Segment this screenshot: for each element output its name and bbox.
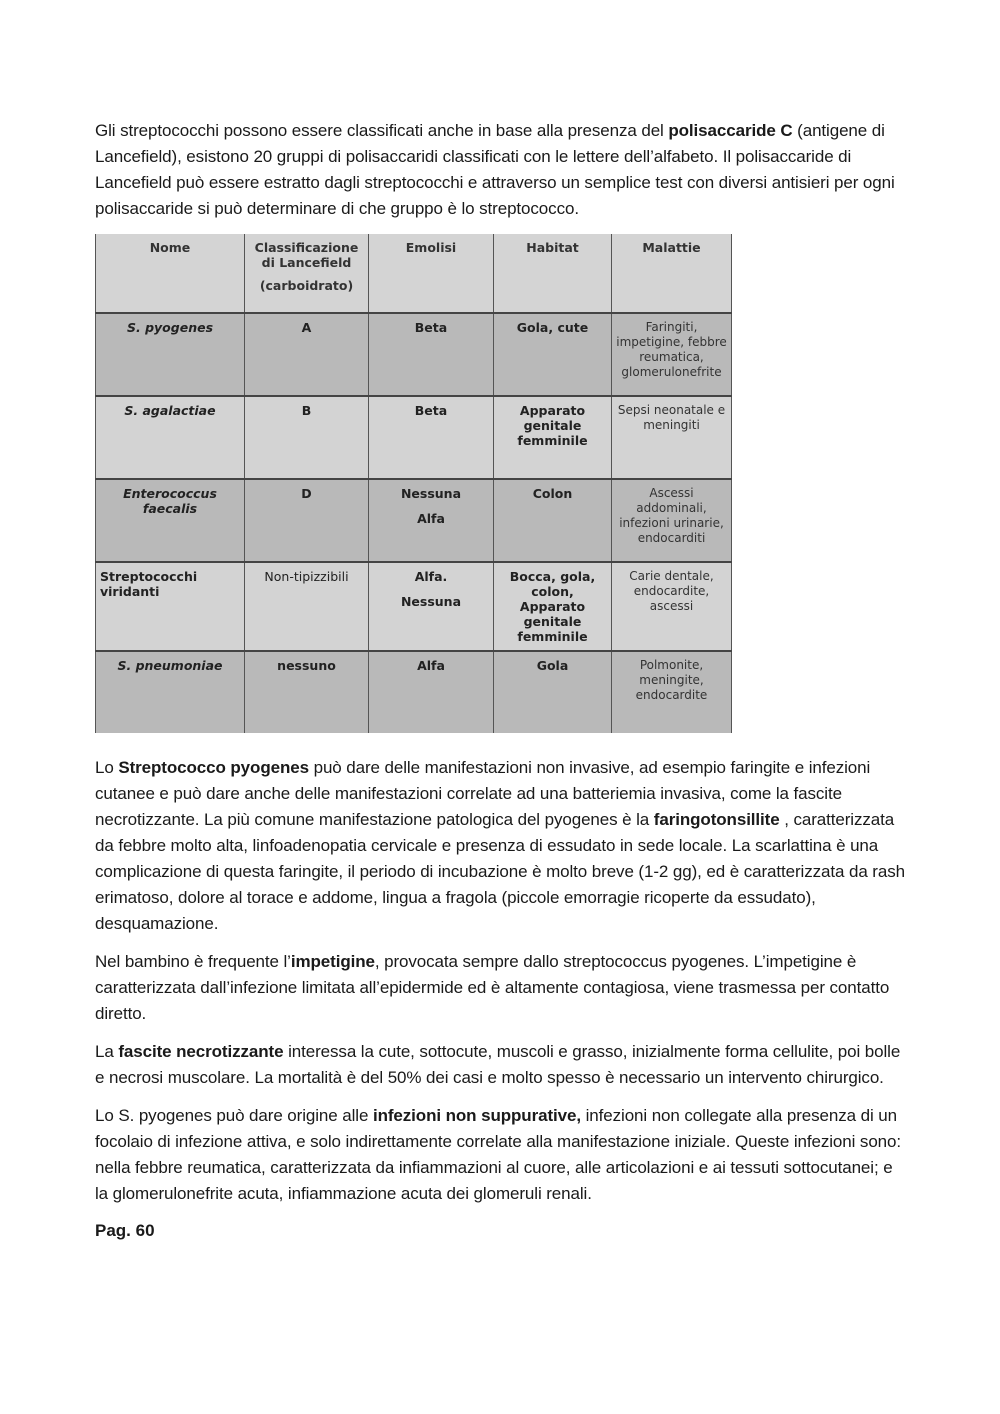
- cell-malattie: Ascessi addominali, infezioni urinarie, endocarditi: [612, 479, 732, 562]
- table-row: [96, 479, 732, 562]
- header-classificazione-label: Classificazione di Lancefield: [254, 240, 359, 270]
- cell-class: nessuno: [245, 651, 369, 733]
- p2-bold-b: impetigine: [290, 952, 375, 971]
- p1-bold-b: Streptococco pyogenes: [118, 758, 309, 777]
- table-row: [96, 313, 732, 396]
- p3-text-a: La: [95, 1042, 119, 1061]
- header-emolisi: Emolisi: [369, 234, 494, 313]
- paragraph-pyogenes: [95, 755, 905, 937]
- cell-nome: S. agalactiae: [96, 396, 245, 479]
- cell-emolisi: Beta: [369, 396, 494, 479]
- streptococci-table: [95, 234, 732, 733]
- cell-class: Non-tipizzibili: [245, 562, 369, 651]
- cell-emolisi: [369, 479, 494, 562]
- p4-text-c: infezioni non collegate alla presenza di un focolaio di infezione attiva, e solo indirettamente correlate alla manifestazione iniziale. Queste infezioni sono: nella febbre reumatica, caratterizzata da infiammazioni al cuore, alle articolazioni e ai tessuti sottocutanei; e la glomerulonefrite acuta, infiammazione acuta dei glomeruli renali.: [95, 1106, 902, 1203]
- cell-malattie: Carie dentale, endocardite, ascessi: [612, 562, 732, 651]
- intro-bold: polisaccaride C: [668, 121, 793, 140]
- cell-malattie: Faringiti, impetigine, febbre reumatica, glomerulonefrite: [612, 313, 732, 396]
- p1-text-c: può dare delle manifestazioni non invasive, ad esempio faringite e infezioni cutanee e può dare anche delle manifestazioni correlate ad una batteriemia invasiva, come la fascite necrotizzante. La più comune manifestazione patologica del pyogenes è la: [95, 758, 871, 829]
- header-habitat: Habitat: [494, 234, 612, 313]
- header-carboidrato-label: (carboidrato): [259, 278, 354, 293]
- document-page: [95, 118, 905, 1241]
- cell-emolisi: Alfa: [369, 651, 494, 733]
- cell-habitat: Apparato genitale femminile: [494, 396, 612, 479]
- p3-bold-b: fascite necrotizzante: [118, 1042, 284, 1061]
- p1-bold-d: faringotonsillite: [653, 810, 780, 829]
- header-classificazione: [245, 234, 369, 313]
- header-malattie: Malattie: [612, 234, 732, 313]
- table-row: [96, 651, 732, 733]
- cell-class: A: [245, 313, 369, 396]
- cell-class: B: [245, 396, 369, 479]
- cell-emolisi: Beta: [369, 313, 494, 396]
- header-nome: Nome: [96, 234, 245, 313]
- p2-text-a: Nel bambino è frequente l’: [95, 952, 291, 971]
- cell-emolisi-line1: Alfa.: [414, 569, 448, 584]
- p4-text-a: Lo S. pyogenes può dare origine alle: [95, 1106, 373, 1125]
- p4-bold-b: infezioni non suppurative,: [372, 1106, 581, 1125]
- cell-emolisi: [369, 562, 494, 651]
- p3-text-c: interessa la cute, sottocute, muscoli e grasso, inizialmente forma cellulite, poi bolle e necrosi muscolare. La mortalità è del 50% dei casi e molto spesso è necessario un intervento chirurgico.: [95, 1042, 901, 1087]
- cell-nome: S. pyogenes: [96, 313, 245, 396]
- paragraph-fascite: [95, 1039, 905, 1091]
- cell-emolisi-line2: Alfa: [417, 511, 445, 526]
- cell-nome: Streptococchi viridanti: [96, 562, 245, 651]
- table-row: [96, 396, 732, 479]
- page-number: Pag. 60: [95, 1221, 155, 1240]
- intro-paragraph: [95, 118, 905, 222]
- p2-text-c: , provocata sempre dallo streptococcus pyogenes. L’impetigine è caratterizzata dall’infezione limitata all’epidermide ed è altamente contagiosa, viene trasmessa per contatto diretto.: [95, 952, 890, 1023]
- cell-habitat: Bocca, gola, colon, Apparato genitale femminile: [494, 562, 612, 651]
- cell-malattie: Sepsi neonatale e meningiti: [612, 396, 732, 479]
- paragraph-non-suppurative: [95, 1103, 905, 1207]
- table-row: [96, 562, 732, 651]
- cell-habitat: Gola, cute: [494, 313, 612, 396]
- intro-text: Gli streptococchi possono essere classificati anche in base alla presenza del: [95, 121, 669, 140]
- intro-text-2: (antigene di Lancefield), esistono 20 gruppi di polisaccaridi classificati con le lettere dell’alfabeto. Il polisaccaride di Lancefield può essere estratto dagli streptococchi e attraverso un semplice test con diversi antisieri per ogni polisaccaride si può determinare di che gruppo è lo streptococco.: [95, 121, 895, 218]
- p1-text-a: Lo: [95, 758, 119, 777]
- table-header-row: [96, 234, 732, 313]
- streptococci-table-image: [95, 234, 731, 733]
- cell-class: D: [245, 479, 369, 562]
- cell-malattie: Polmonite, meningite, endocardite: [612, 651, 732, 733]
- paragraph-impetigine: [95, 949, 905, 1027]
- p1-text-e: , caratterizzata da febbre molto alta, linfoadenopatia cervicale e presenza di essudato in sede locale. La scarlattina è una complicazione di questa faringite, il periodo di incubazione è molto breve (1-2 gg), ed è caratterizzata da rash erimatoso, dolore al torace e addome, lingua a fragola (piccole emorragie ricoperte da essudato), desquamazione.: [95, 810, 905, 933]
- cell-emolisi-line1: Nessuna: [400, 486, 462, 501]
- cell-habitat: Colon: [494, 479, 612, 562]
- cell-habitat: Gola: [494, 651, 612, 733]
- cell-nome: S. pneumoniae: [96, 651, 245, 733]
- cell-emolisi-line2: Nessuna: [400, 594, 462, 609]
- cell-nome: Enterococcus faecalis: [96, 479, 245, 562]
